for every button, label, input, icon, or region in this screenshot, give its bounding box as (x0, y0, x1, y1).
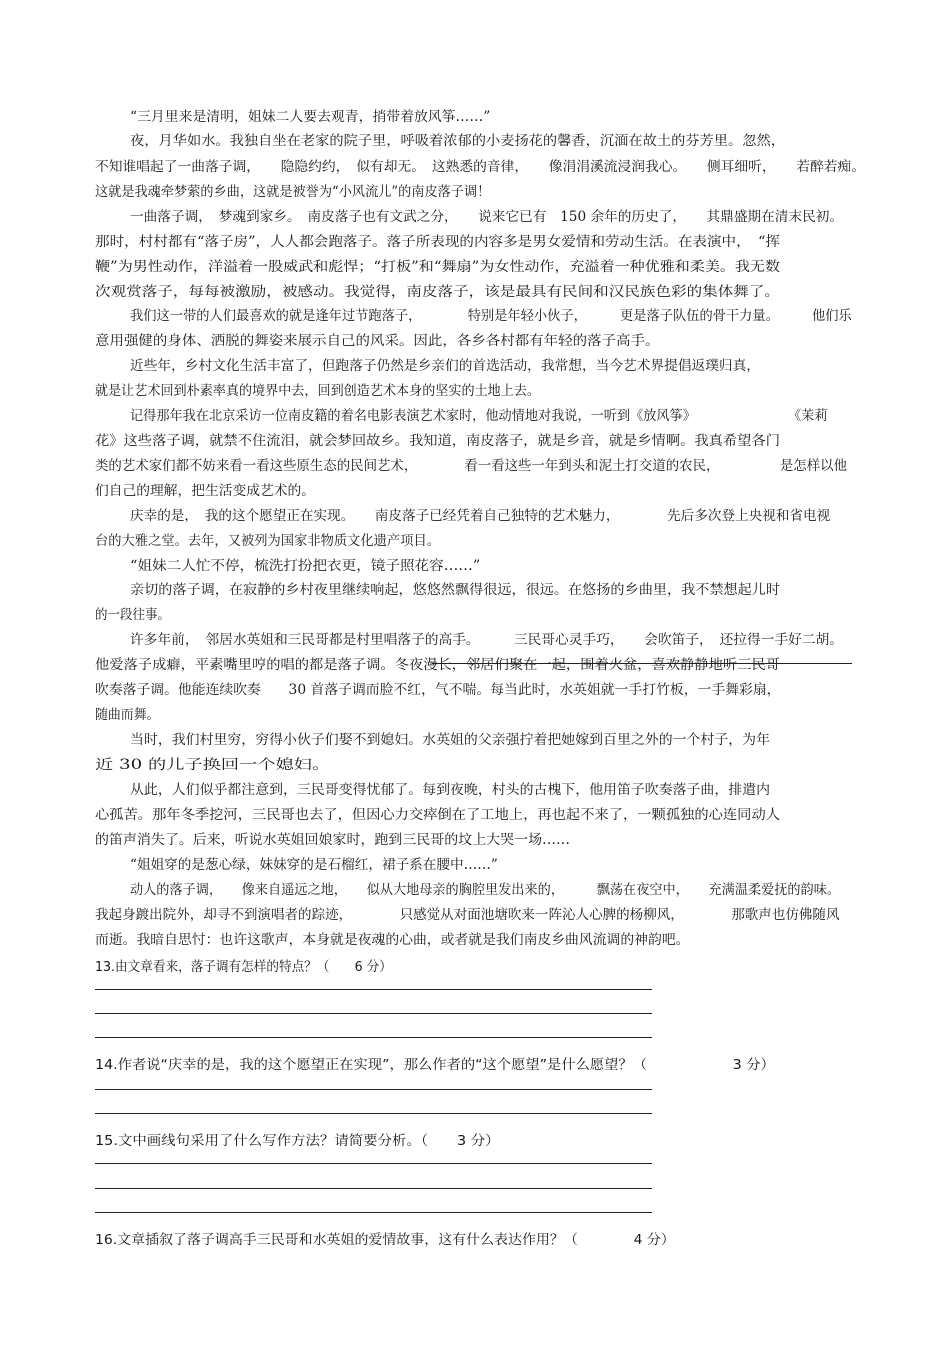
answer-line[interactable] (95, 1089, 652, 1090)
paragraph-line: 随曲而舞。 (95, 707, 160, 723)
underlined-sentence-rule (432, 663, 852, 664)
question-15: 15.文中画线句采用了什么写作方法？请简要分析。（ 3 分） (95, 1133, 500, 1149)
paragraph-line: “三月里来是清明，姐妹二人要去观青，捎带着放风筝……” (130, 109, 491, 125)
paragraph-line: 亲切的落子调，在寂静的乡村夜里继续响起，悠悠然飘得很远，很远。在悠扬的乡曲里，我不禁想起儿时 (130, 582, 781, 598)
paragraph-line: 就是让艺术回到朴素率真的境界中去，回到创造艺术本身的坚实的土地上去。 (95, 383, 540, 399)
paragraph-line: 近 30 的儿子换回一个媳妇。 (95, 757, 331, 773)
question-13: 13.由文章看来，落子调有怎样的特点？（ 6 分） (95, 959, 392, 975)
paragraph-line: 一曲落子调， 梦魂到家乡。 南皮落子也有文武之分， 说来它已有 150 余年的历史了， 其鼎盛期在清末民初。 (130, 209, 844, 225)
paragraph-line: 的一段往事。 (95, 607, 170, 623)
paragraph-line: 们自己的理解，把生活变成艺术的。 (95, 483, 315, 499)
answer-line[interactable] (95, 1013, 652, 1014)
paragraph-line: 记得那年我在北京采访一位南皮籍的着名电影表演艺术家时，他动情地对我说，一听到《放风筝》 《茉莉 (130, 408, 828, 424)
paragraph-line: 次观赏落子，每每被激励，被感动。我觉得，南皮落子，该是最具有民间和汉民族色彩的集体舞了。 (95, 284, 780, 300)
paragraph-line: 当时，我们村里穷，穷得小伙子们娶不到媳妇。水英姐的父亲强拧着把她嫁到百里之外的一个村子，为年 (130, 732, 770, 748)
question-14: 14.作者说“庆幸的是，我的这个愿望正在实现”，那么作者的“这个愿望”是什么愿望？（ 3 分） (95, 1057, 775, 1073)
answer-line[interactable] (95, 1212, 652, 1213)
paragraph-line: 夜，月华如水。我独自坐在老家的院子里，呼吸着浓郁的小麦扬花的馨香，沉湎在故土的芬芳里。忽然， (130, 133, 785, 149)
paragraph-line: 他爱落子成癖，平素嘴里哼的唱的都是落子调。冬夜漫长，邻居们聚在一起，围着火盆，喜欢静静地听三民哥 (95, 657, 780, 673)
paragraph-line: 许多年前， 邻居水英姐和三民哥都是村里唱落子的高手。 三民哥心灵手巧， 会吹笛子， 还拉得一手好二胡。 (130, 632, 843, 648)
question-16: 16.文章插叙了落子调高手三民哥和水英姐的爱情故事，这有什么表达作用？（ 4 分） (95, 1232, 675, 1248)
answer-line[interactable] (95, 1037, 652, 1038)
paragraph-line: “姐妹二人忙不停，梳洗打扮把衣更，镜子照花容……” (130, 558, 481, 574)
paragraph-line: 动人的落子调， 像来自遥远之地， 似从大地母亲的胸腔里发出来的， 飘荡在夜空中， 充满温柔爱抚的韵味。 (130, 882, 840, 898)
paragraph-line: 吹奏落子调。他能连续吹奏 30 首落子调而脸不红，气不喘。每当此时，水英姐就一手打竹板，一手舞彩扇， (95, 682, 781, 698)
answer-line[interactable] (95, 989, 652, 990)
paragraph-line: 台的大雅之堂。去年，又被列为国家非物质文化遗产项目。 (95, 533, 440, 549)
paragraph-line: 我起身踱出院外，却寻不到演唱者的踪迹， 只感觉从对面池塘吹来一阵沁人心脾的杨柳风， 那歌声也仿佛随风 (95, 907, 840, 923)
paragraph-line: 那时，村村都有“落子房”，人人都会跑落子。落子所表现的内容多是男女爱情和劳动生活。在表演中， “挥 (95, 234, 780, 250)
paragraph-line: 从此，人们似乎都注意到，三民哥变得忧郁了。每到夜晚，村头的古槐下，他用笛子吹奏落子曲，排遣内 (130, 782, 770, 798)
paragraph-line: 意用强健的身体、洒脱的舞姿来展示自己的风采。因此，各乡各村都有年轻的落子高手。 (95, 333, 660, 349)
paragraph-line: 花》这些落子调，就禁不住流泪，就会梦回故乡。我知道，南皮落子，就是乡音，就是乡情啊。我真希望各门 (95, 433, 780, 449)
paragraph-line: 类的艺术家们都不妨来看一看这些原生态的民间艺术， 看一看这些一年到头和泥土打交道的农民， 是怎样以他 (95, 458, 847, 474)
answer-line[interactable] (95, 1113, 652, 1114)
paragraph-line: 的笛声消失了。后来，听说水英姐回娘家时，跑到三民哥的坟上大哭一场…… (95, 832, 570, 848)
paragraph-line: 不知谁唱起了一曲落子调， 隐隐约约， 似有却无。 这熟悉的音律， 像涓涓溪流浸润我心。 侧耳细听， 若醉若痴。 (95, 159, 866, 175)
paragraph-line: 庆幸的是， 我的这个愿望正在实现。 南皮落子已经凭着自己独特的艺术魅力， 先后多次登上央视和省电视 (130, 508, 831, 524)
paragraph-line: 这就是我魂牵梦萦的乡曲，这就是被誉为“小风流儿”的南皮落子调！ (95, 184, 491, 200)
paragraph-line: 近些年，乡村文化生活丰富了，但跑落子仍然是乡亲们的首选活动，我常想，当今艺术界提倡返璞归真， (130, 358, 760, 374)
answer-line[interactable] (95, 1163, 652, 1164)
paragraph-line: 我们这一带的人们最喜欢的就是逢年过节跑落子， 特别是年轻小伙子， 更是落子队伍的骨干力量。 他们乐 (130, 308, 852, 324)
paragraph-line: 而逝。我暗自思忖：也许这歌声，本身就是夜魂的心曲，或者就是我们南皮乡曲风流调的神韵吧。 (95, 932, 690, 948)
answer-line[interactable] (95, 1188, 652, 1189)
paragraph-line: 鞭”为男性动作，洋溢着一股威武和彪悍；“打板”和“舞扇”为女性动作，充溢着一种优雅和柔美。我无数 (95, 259, 781, 275)
paragraph-line: “姐姐穿的是葱心绿，妹妹穿的是石榴红，裙子系在腰中……” (130, 857, 498, 873)
paragraph-line: 心孤苦。那年冬季挖河，三民哥也去了，但因心力交瘁倒在了工地上，再也起不来了，一颗孤独的心连同动人 (95, 807, 780, 823)
